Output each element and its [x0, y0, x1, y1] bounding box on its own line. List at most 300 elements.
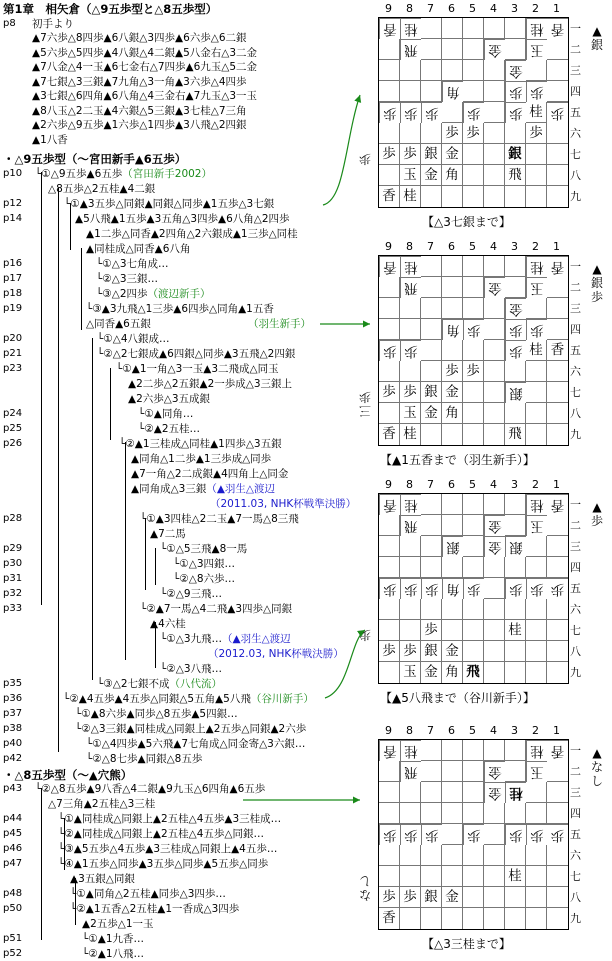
board-piece: 桂	[526, 494, 547, 515]
board-piece: 玉	[400, 662, 421, 683]
rank-label: 九	[570, 666, 581, 679]
board-piece: 香	[379, 18, 400, 39]
board-piece: 玉	[400, 403, 421, 424]
line-note: （渡辺新手）	[147, 288, 211, 300]
file-label: 5	[469, 478, 476, 491]
move-text: ③▲5五歩△4五歩▲3三桂成△同銀上▲4五歩…	[64, 843, 278, 855]
board-piece: 角	[442, 578, 463, 599]
line-note: （八代流）	[169, 678, 222, 690]
opening-move-line: ▲8八玉△2二玉▲4六銀△5三銀▲3七桂△7三角	[32, 104, 247, 117]
rank-label: 七	[570, 148, 581, 161]
branch-connector: └	[96, 273, 103, 285]
rank-label: 九	[570, 190, 581, 203]
rank-label: 八	[570, 645, 581, 658]
board-piece: 歩	[547, 102, 568, 123]
file-label: 4	[490, 478, 497, 491]
move-text: ③▲3九飛△1三歩▲6四歩△同角▲1五香	[92, 303, 274, 315]
board-piece: 角	[442, 662, 463, 683]
board-piece: 金	[505, 298, 526, 319]
file-label: 1	[553, 478, 560, 491]
board-piece: 歩	[505, 81, 526, 102]
board-piece: 歩	[442, 361, 463, 382]
line-page-number: p44	[3, 813, 23, 824]
board-piece: 銀	[421, 641, 442, 662]
rank-label: 六	[570, 365, 581, 378]
branch-connector: └	[64, 198, 71, 210]
line-note: （▲羽生△渡辺	[222, 633, 291, 645]
board-piece: 香	[379, 908, 400, 929]
gote-hand: ▲なし	[590, 746, 603, 788]
board-piece: 銀	[421, 887, 442, 908]
rank-label: 二	[570, 281, 581, 294]
board-piece: 玉	[526, 39, 547, 60]
board-piece: 歩	[463, 123, 484, 144]
file-label: 9	[385, 240, 392, 253]
sente-hand: 三歩	[359, 390, 372, 418]
board-piece: 歩	[379, 340, 400, 361]
branch-connector: └	[119, 438, 126, 450]
file-label: 8	[406, 724, 413, 737]
move-text: ①△3四銀…	[179, 558, 235, 570]
board-piece: 歩	[421, 102, 442, 123]
move-text: ▲3五銀△同銀	[70, 873, 135, 885]
board-piece: 歩	[505, 340, 526, 361]
rank-label: 二	[570, 43, 581, 56]
board-piece: 歩	[379, 144, 400, 165]
file-label: 8	[406, 2, 413, 15]
board-piece: 歩	[547, 824, 568, 845]
board-piece: 歩	[463, 578, 484, 599]
file-label: 2	[532, 2, 539, 15]
file-label: 4	[490, 724, 497, 737]
line-page-number: p51	[3, 933, 23, 944]
opening-move-line: ▲2六歩△9五歩▲1六歩△1四歩▲3八飛△2四銀	[32, 119, 247, 131]
board-piece: 歩	[400, 382, 421, 403]
file-label: 1	[553, 724, 560, 737]
file-label: 7	[427, 2, 434, 15]
board-piece: 歩	[400, 641, 421, 662]
board-piece: 桂	[505, 782, 526, 803]
rank-label: 八	[570, 407, 581, 420]
rank-label: 九	[570, 428, 581, 441]
sente-hand: なし	[359, 874, 372, 902]
board-piece: 桂	[505, 866, 526, 887]
line-page-number: p10	[3, 168, 23, 179]
branch-connector: └	[96, 258, 103, 270]
board-piece: 金	[484, 536, 505, 557]
line-page-number: p52	[3, 948, 23, 959]
board-piece: 飛	[400, 277, 421, 298]
branch-connector: └	[86, 738, 93, 750]
board-piece: 飛	[400, 515, 421, 536]
line-page-number: p24	[3, 408, 23, 419]
board-piece: 歩	[526, 578, 547, 599]
move-text: ▲同角成△3三銀	[131, 483, 207, 495]
line-page-number: p35	[3, 678, 23, 689]
move-text: ①△9五歩▲6五歩	[41, 168, 123, 180]
rank-label: 八	[570, 169, 581, 182]
branch-connector: └	[173, 573, 180, 585]
board-piece: 香	[547, 18, 568, 39]
rank-label: 三	[570, 786, 581, 799]
rank-label: 一	[570, 498, 581, 511]
line-page-number: p38	[3, 723, 23, 734]
branch-connector: └	[86, 303, 93, 315]
move-text: ②△8七歩▲同銀△8五歩	[92, 753, 203, 765]
move-text: ②▲2五桂…	[144, 423, 200, 435]
move-text: ②△3八飛…	[166, 663, 222, 675]
board-piece: 香	[379, 740, 400, 761]
move-text: ▲同桂成△同香▲6八角	[86, 243, 191, 255]
rank-label: 五	[570, 828, 581, 841]
move-text: ▲2二歩△2五銀▲2一歩成△3三銀上	[128, 378, 293, 390]
board-piece: 銀	[505, 382, 526, 403]
line-page-number: p26	[3, 438, 23, 449]
file-label: 3	[511, 240, 518, 253]
opening-move-line: ▲7七銀△3三銀▲7九角△3一角▲3六歩△4四歩	[32, 75, 247, 88]
line-note: （2011.03, NHK杯戦準決勝）	[210, 498, 357, 510]
move-text: ②▲1三桂成△同桂▲1四歩△3五銀	[125, 438, 282, 450]
line-page-number: p50	[3, 903, 23, 914]
file-label: 3	[511, 478, 518, 491]
rank-label: 三	[570, 302, 581, 315]
move-text: ①△3七角成…	[102, 258, 169, 270]
move-text: ②△8六歩…	[179, 573, 235, 585]
board-piece: 歩	[400, 578, 421, 599]
line-page-number: p25	[3, 423, 23, 434]
board-piece: 銀	[421, 382, 442, 403]
file-label: 8	[406, 478, 413, 491]
board-piece: 金	[442, 887, 463, 908]
rank-label: 四	[570, 85, 581, 98]
opening-move-line: ▲1八香	[32, 133, 68, 146]
branch-connector: └	[97, 348, 104, 360]
board-piece: 歩	[400, 102, 421, 123]
file-label: 1	[553, 240, 560, 253]
board-piece: 飛	[505, 424, 526, 445]
opening-move-line: ▲7八金△4一玉▲6七金右△7四歩▲6九玉△5二金	[32, 61, 258, 73]
line-page-number: p30	[3, 558, 23, 569]
move-text: ①△4八銀成…	[103, 333, 170, 345]
gote-hand: ▲銀歩	[590, 262, 603, 304]
board-piece: 角	[442, 319, 463, 340]
file-label: 9	[385, 724, 392, 737]
rank-label: 二	[570, 519, 581, 532]
board-piece: 金	[484, 39, 505, 60]
file-label: 4	[490, 240, 497, 253]
move-text: ②▲7一馬△4二飛▲3四歩△同銀	[146, 603, 293, 615]
branch-connector: └	[82, 933, 89, 945]
file-label: 3	[511, 2, 518, 15]
file-label: 7	[427, 240, 434, 253]
move-text: ①▲1一角△3一玉▲3二飛成△同玉	[122, 363, 279, 375]
board-piece: 歩	[400, 887, 421, 908]
move-text: ②▲1八飛…	[88, 948, 144, 960]
board-piece: 歩	[505, 578, 526, 599]
move-text: ②△2七銀成▲6四銀△同歩▲3五飛△2四銀	[103, 348, 296, 360]
board-piece: 香	[547, 740, 568, 761]
board-piece: 歩	[421, 620, 442, 641]
file-label: 6	[448, 240, 455, 253]
line-note: （羽生新手）	[248, 318, 311, 330]
rank-label: 一	[570, 22, 581, 35]
board-piece: 歩	[463, 824, 484, 845]
file-label: 6	[448, 724, 455, 737]
section-title: ・△8五歩型（～▲穴熊）	[3, 768, 133, 782]
move-text: ①▲同桂成△同銀上▲2五桂△4五歩▲3三桂成…	[64, 813, 282, 825]
branch-connector: └	[138, 423, 145, 435]
move-text: ②△3三銀▲同桂成△同銀上▲2五歩△同銀▲2六歩	[81, 723, 307, 735]
move-text: ②△8五歩▲9八香△4二銀▲9九玉△6四角▲6五歩	[41, 783, 266, 795]
board-caption: 【▲5八飛まで（谷川新手）】	[380, 691, 535, 705]
board-piece: 歩	[379, 102, 400, 123]
rank-label: 一	[570, 744, 581, 757]
board-piece: 歩	[526, 81, 547, 102]
board-piece: 歩	[463, 361, 484, 382]
branch-connector: └	[58, 843, 65, 855]
line-page-number: p21	[3, 348, 23, 359]
line-page-number: p45	[3, 828, 23, 839]
file-label: 6	[448, 478, 455, 491]
line-page-number: p12	[3, 198, 23, 209]
board-piece: 歩	[379, 641, 400, 662]
move-text: ③△2七銀不成	[103, 678, 170, 690]
line-page-number: p40	[3, 738, 23, 749]
move-text: ④▲1五歩△同歩▲3五歩△同歩▲5五歩△同歩	[64, 858, 269, 870]
rank-label: 七	[570, 870, 581, 883]
rank-label: 一	[570, 260, 581, 273]
file-label: 2	[532, 240, 539, 253]
board-piece: 玉	[526, 277, 547, 298]
move-text: ①▲同角…	[144, 408, 194, 420]
board-piece: 歩	[526, 123, 547, 144]
line-note: （谷川新手）	[250, 693, 314, 705]
board-piece: 飛	[400, 761, 421, 782]
file-label: 5	[469, 724, 476, 737]
gote-hand: ▲銀	[590, 24, 603, 52]
branch-connector: └	[140, 603, 147, 615]
rank-label: 九	[570, 912, 581, 925]
move-text: △8五歩△2五桂▲4二銀	[48, 183, 156, 195]
rank-label: 三	[570, 540, 581, 553]
branch-connector: └	[96, 288, 103, 300]
branch-connector: └	[70, 903, 77, 915]
branch-connector: └	[75, 723, 82, 735]
board-piece: 歩	[400, 824, 421, 845]
line-page-number: p16	[3, 258, 23, 269]
line-note: （2012.03, NHK杯戦決勝）	[208, 648, 344, 660]
board-piece: 飛	[400, 39, 421, 60]
board-caption: 【▲1五香まで（羽生新手）】	[380, 453, 535, 467]
board-piece: 金	[484, 277, 505, 298]
rank-label: 七	[570, 624, 581, 637]
sente-hand: 歩	[359, 628, 372, 642]
move-text: ▲2六歩△3五成銀	[128, 393, 211, 405]
rank-label: 八	[570, 891, 581, 904]
rank-label: 六	[570, 603, 581, 616]
line-page-number: p17	[3, 273, 23, 284]
move-text: ③△2四歩	[102, 288, 148, 300]
rank-label: 六	[570, 127, 581, 140]
board-piece: 桂	[400, 186, 421, 207]
rank-label: 二	[570, 765, 581, 778]
branch-connector: └	[160, 633, 167, 645]
board-piece: 歩	[421, 824, 442, 845]
branch-connector: └	[160, 588, 167, 600]
move-text: ▲2五歩△1一玉	[82, 918, 154, 930]
gote-hand: ▲歩	[590, 500, 603, 528]
branch-connector: └	[140, 513, 147, 525]
move-text: ①▲1九香…	[88, 933, 144, 945]
board-piece: 桂	[526, 340, 547, 361]
board-piece: 歩	[379, 887, 400, 908]
board-caption: 【△3七銀まで】	[422, 215, 511, 229]
line-page-number: p20	[3, 333, 23, 344]
branch-connector: └	[70, 888, 77, 900]
board-piece: 歩	[505, 824, 526, 845]
board-piece: 歩	[400, 144, 421, 165]
board-piece: 桂	[526, 102, 547, 123]
board-piece: 玉	[526, 761, 547, 782]
branch-connector: └	[97, 333, 104, 345]
board-piece: 歩	[379, 824, 400, 845]
file-label: 9	[385, 478, 392, 491]
board-piece: 金	[442, 144, 463, 165]
line-page-number: p36	[3, 693, 23, 704]
board-piece: 飛	[505, 165, 526, 186]
move-text: ①△5三飛▲8一馬	[166, 543, 248, 555]
line-page-number: p42	[3, 753, 23, 764]
branch-connector: └	[116, 363, 123, 375]
board-piece: 歩	[379, 578, 400, 599]
board-piece: 歩	[379, 382, 400, 403]
file-label: 2	[532, 478, 539, 491]
board-piece: 桂	[526, 256, 547, 277]
file-label: 4	[490, 2, 497, 15]
board-piece: 桂	[400, 256, 421, 277]
sente-hand: 歩	[359, 152, 372, 166]
branch-connector: └	[75, 708, 82, 720]
board-piece: 香	[379, 424, 400, 445]
chapter-title: 第1章 相矢倉（△9五歩型と△8五歩型）	[3, 2, 218, 16]
branch-connector: └	[58, 813, 65, 825]
line-page-number: p43	[3, 783, 23, 794]
board-piece: 金	[442, 382, 463, 403]
rank-label: 五	[570, 344, 581, 357]
move-text: ①▲3四桂△2二玉▲7一馬△8三飛	[146, 513, 299, 525]
rank-label: 六	[570, 849, 581, 862]
board-caption: 【△3三桂まで】	[422, 937, 511, 951]
rank-label: 五	[570, 582, 581, 595]
branch-connector: └	[97, 678, 104, 690]
branch-connector: └	[58, 828, 65, 840]
branch-connector: └	[63, 693, 70, 705]
move-text: ▲4六桂	[150, 618, 186, 630]
branch-connector: └	[173, 558, 180, 570]
rank-label: 三	[570, 64, 581, 77]
move-text: ▲同角△1二歩▲1三歩成△同歩	[131, 453, 272, 465]
move-text: ②▲1五香△2五桂▲1一香成△3四歩	[76, 903, 240, 915]
move-text: ▲1二歩△同香▲2四角△2六銀成▲1三歩△同桂	[86, 228, 298, 240]
rank-label: 五	[570, 106, 581, 119]
rank-label: 四	[570, 323, 581, 336]
board-piece: 桂	[400, 494, 421, 515]
line-page-number: p46	[3, 843, 23, 854]
board-piece: 玉	[526, 515, 547, 536]
board-piece: 角	[442, 403, 463, 424]
board-piece: 飛	[463, 662, 484, 683]
line-page-number: p29	[3, 543, 23, 554]
file-label: 5	[469, 240, 476, 253]
board-piece: 香	[547, 256, 568, 277]
board-piece: 歩	[400, 340, 421, 361]
line-page-number: p28	[3, 513, 23, 524]
branch-connector: └	[160, 543, 167, 555]
board-piece: 金	[505, 60, 526, 81]
opening-move-line: ▲3七銀△6四角▲6八角△4三金右▲7九玉△3一玉	[32, 90, 258, 102]
board-piece: 歩	[421, 578, 442, 599]
line-page-number: p14	[3, 213, 23, 224]
board-piece: 角	[442, 165, 463, 186]
move-text: ①△3九飛…	[166, 633, 222, 645]
arrow-to-board-3	[325, 630, 365, 698]
file-label: 5	[469, 2, 476, 15]
board-piece: 香	[379, 186, 400, 207]
board-piece: 香	[379, 256, 400, 277]
move-text: ①▲同角△2五桂▲同歩△3四歩…	[76, 888, 226, 900]
move-text: ①△4四歩▲5六飛▲7七角成△同金寄△3六銀…	[92, 738, 306, 750]
branch-connector: └	[35, 168, 42, 180]
move-text: △7三角▲2五桂△3三桂	[48, 798, 156, 810]
line-note: （▲羽生△渡辺	[206, 483, 275, 495]
line-page-number: p47	[3, 858, 23, 869]
board-piece: 金	[421, 165, 442, 186]
file-label: 7	[427, 478, 434, 491]
file-label: 9	[385, 2, 392, 15]
rank-label: 四	[570, 561, 581, 574]
board-piece: 香	[379, 494, 400, 515]
board-piece: 歩	[463, 102, 484, 123]
board-piece: 銀	[505, 536, 526, 557]
line-page-number: p37	[3, 708, 23, 719]
move-text: ①▲8六歩▲同歩△8五歩▲5四銀…	[81, 708, 238, 720]
rank-label: 七	[570, 386, 581, 399]
board-piece: 香	[547, 494, 568, 515]
branch-connector: └	[82, 948, 89, 960]
board-piece: 歩	[505, 102, 526, 123]
board-piece: 香	[547, 340, 568, 361]
move-text: ▲7一角△2二成銀▲4四角上△同金	[131, 468, 289, 480]
board-piece: 歩	[526, 824, 547, 845]
board-piece: 桂	[400, 740, 421, 761]
board-piece: 銀	[505, 144, 526, 165]
board-piece: 銀	[421, 144, 442, 165]
board-piece: 歩	[547, 578, 568, 599]
line-page-number: p32	[3, 588, 23, 599]
move-text: ①▲3五歩△同銀▲同銀△同歩▲1五歩△3七銀	[70, 198, 275, 210]
move-text: ②△3三銀…	[102, 273, 158, 285]
file-label: 8	[406, 240, 413, 253]
line-page-number: p18	[3, 288, 23, 299]
line-page-number: p23	[3, 363, 23, 374]
arrow-to-board-1	[323, 95, 360, 205]
board-piece: 歩	[526, 319, 547, 340]
move-text: ▲7二馬	[150, 528, 186, 540]
board-piece: 金	[484, 515, 505, 536]
board-piece: 角	[442, 81, 463, 102]
file-label: 2	[532, 724, 539, 737]
branch-connector: └	[86, 753, 93, 765]
